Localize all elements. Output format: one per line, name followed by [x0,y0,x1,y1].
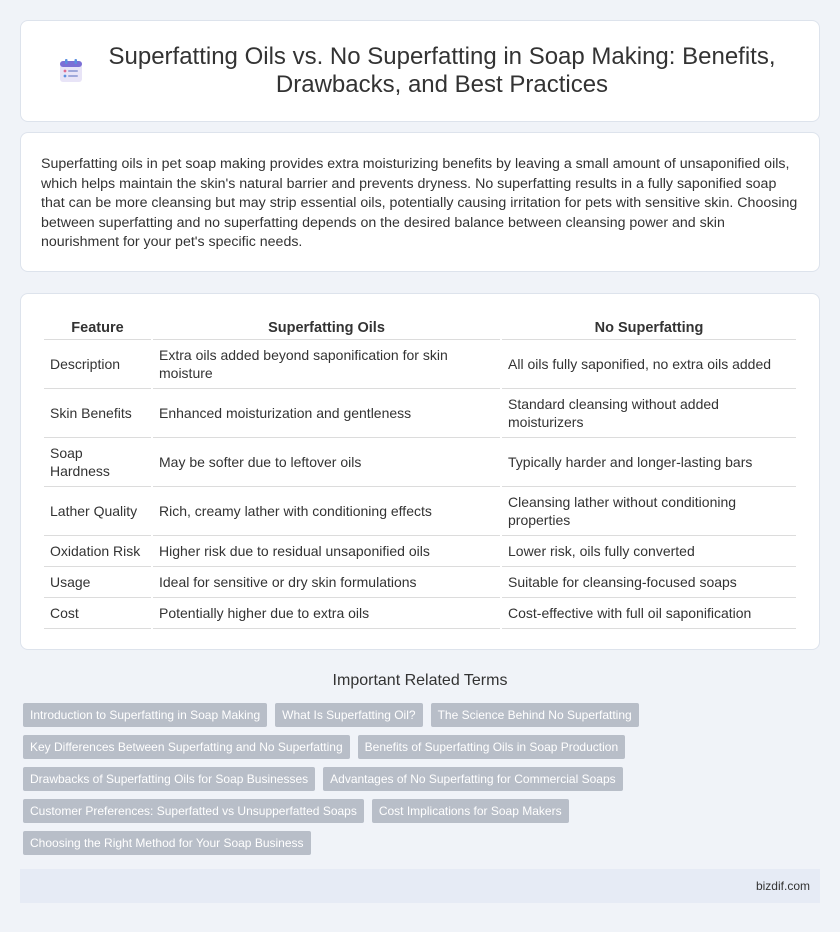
intro-card [20,132,820,272]
row-no-superfatting: Typically harder and longer-lasting bars [502,438,796,487]
comparison-table-card [20,293,820,650]
header-superfatting: Superfatting Oils [153,314,500,340]
related-tag[interactable]: The Science Behind No Superfatting [431,703,639,727]
related-tag[interactable]: Advantages of No Superfatting for Commercial Soaps [323,767,622,791]
row-no-superfatting: All oils fully saponified, no extra oils added [502,340,796,389]
table-row [44,340,796,389]
comparison-table [42,314,798,629]
related-tag[interactable]: Introduction to Superfatting in Soap Making [23,703,267,727]
row-feature: Cost [44,598,151,629]
row-feature: Lather Quality [44,487,151,536]
table-row [44,536,796,567]
row-superfatting: Ideal for sensitive or dry skin formulations [153,567,500,598]
related-tag[interactable]: Drawbacks of Superfatting Oils for Soap Businesses [23,767,315,791]
related-tag[interactable]: What Is Superfatting Oil? [275,703,422,727]
footer [20,869,820,903]
row-no-superfatting: Cleansing lather without conditioning properties [502,487,796,536]
related-tags [20,703,820,855]
related-terms-title: Important Related Terms [332,672,508,689]
row-no-superfatting: Cost-effective with full oil saponification [502,598,796,629]
row-superfatting: Rich, creamy lather with conditioning effects [153,487,500,536]
row-feature: Soap Hardness [44,438,151,487]
header-card [20,20,820,122]
row-no-superfatting: Standard cleansing without added moisturizers [502,389,796,438]
related-terms-section [20,672,820,855]
page-title: Superfatting Oils vs. No Superfatting in Soap Making: Benefits, Drawbacks, and Best Practices [108,43,776,98]
row-superfatting: Higher risk due to residual unsaponified oils [153,536,500,567]
header-no-superfatting: No Superfatting [502,314,796,340]
row-feature: Skin Benefits [44,389,151,438]
related-tag[interactable]: Choosing the Right Method for Your Soap Business [23,831,311,855]
related-tag[interactable]: Customer Preferences: Superfatted vs Unsupperfatted Soaps [23,799,364,823]
table-row [44,487,796,536]
table-row [44,567,796,598]
header-inner [58,43,782,99]
row-superfatting: May be softer due to leftover oils [153,438,500,487]
table-row [44,389,796,438]
row-superfatting: Extra oils added beyond saponification for skin moisture [153,340,500,389]
row-superfatting: Potentially higher due to extra oils [153,598,500,629]
related-tag[interactable]: Key Differences Between Superfatting and No Superfatting [23,735,350,759]
table-header-row [44,314,796,340]
row-superfatting: Enhanced moisturization and gentleness [153,389,500,438]
row-feature: Usage [44,567,151,598]
related-tag[interactable]: Cost Implications for Soap Makers [372,799,569,823]
row-no-superfatting: Lower risk, oils fully converted [502,536,796,567]
row-no-superfatting: Suitable for cleansing-focused soaps [502,567,796,598]
row-feature: Oxidation Risk [44,536,151,567]
footer-brand[interactable]: bizdif.com [755,879,810,893]
row-feature: Description [44,340,151,389]
header-feature: Feature [44,314,151,340]
calendar-list-icon [58,58,84,84]
table-row [44,598,796,629]
related-tag[interactable]: Benefits of Superfatting Oils in Soap Production [358,735,625,759]
table-row [44,438,796,487]
intro-text: Superfatting oils in pet soap making provides extra moisturizing benefits by leaving a small amount of unsaponified oils, which helps maintain the skin's natural barrier and prevents dryness. No superfatting results in a fully saponified soap that can be more cleansing but may strip essential oils, potentially causing irritation for pets with sensitive skin. Choosing between superfatting and no superfatting depends on the desired balance between cleansing power and skin nourishment for your pet's specific needs. [41,156,798,251]
